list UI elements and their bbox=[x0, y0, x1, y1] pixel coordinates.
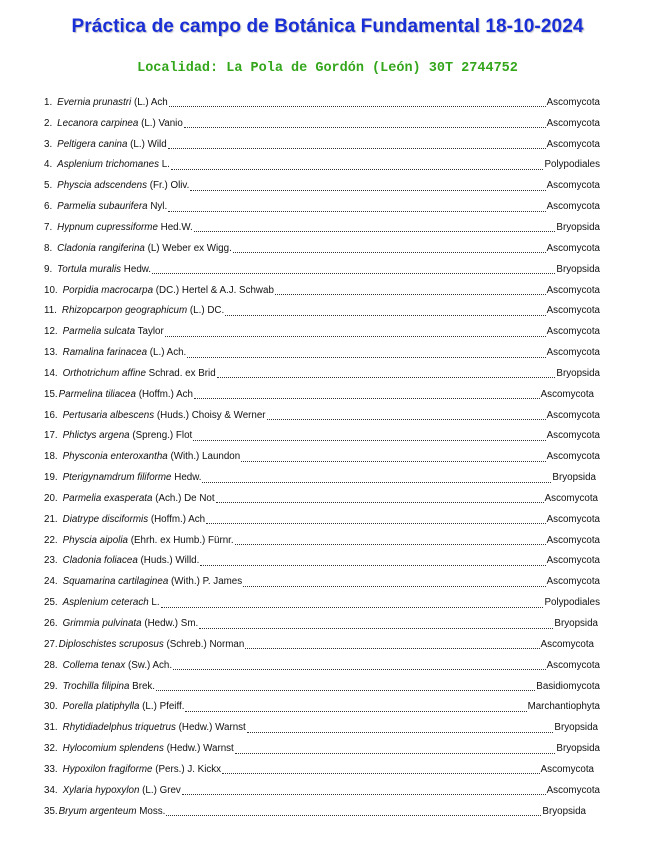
dot-leader bbox=[168, 204, 545, 212]
species-author: (Hoffm.) Ach bbox=[138, 388, 193, 400]
species-author: Hedw. bbox=[123, 263, 152, 275]
species-number: 2. bbox=[44, 117, 53, 129]
species-row bbox=[44, 613, 600, 634]
species-author: (Hoffm.) Ach bbox=[150, 513, 206, 525]
taxonomic-group: Marchantiophyta bbox=[527, 701, 600, 713]
species-row bbox=[44, 196, 600, 217]
species-row bbox=[44, 217, 600, 238]
species-row bbox=[44, 551, 600, 572]
species-author: (Huds.) Willd. bbox=[140, 555, 200, 567]
species-number: 22. bbox=[44, 534, 58, 546]
taxonomic-group: Ascomycota bbox=[546, 409, 600, 421]
dot-leader bbox=[216, 495, 544, 503]
species-entry bbox=[63, 472, 202, 483]
species-row bbox=[44, 634, 600, 655]
dot-leader bbox=[202, 475, 551, 483]
species-name: Asplenium trichomanes bbox=[57, 159, 159, 171]
species-row bbox=[44, 426, 600, 447]
species-author: (L.) Ach bbox=[133, 96, 168, 108]
species-author: (L.) DC. bbox=[189, 305, 225, 317]
species-author: (L) Weber ex Wigg. bbox=[147, 242, 232, 254]
species-row bbox=[44, 780, 600, 801]
species-number: 12. bbox=[44, 326, 58, 338]
species-row bbox=[44, 155, 600, 176]
species-name: Ramalina farinacea bbox=[62, 347, 148, 359]
species-entry bbox=[63, 618, 199, 629]
species-row bbox=[44, 259, 600, 280]
species-row bbox=[44, 738, 600, 759]
species-row bbox=[44, 696, 600, 717]
taxonomic-group: Ascomycota bbox=[546, 305, 600, 317]
species-entry bbox=[57, 180, 189, 191]
dot-leader bbox=[233, 245, 546, 253]
taxonomic-group: Bryopsida bbox=[556, 743, 600, 755]
species-number: 29. bbox=[44, 680, 58, 692]
dot-leader bbox=[190, 183, 545, 191]
species-entry bbox=[63, 430, 193, 441]
species-row bbox=[44, 405, 600, 426]
species-row bbox=[44, 300, 600, 321]
species-name: Orthotrichum affine bbox=[62, 367, 146, 379]
species-entry bbox=[63, 722, 246, 733]
species-number: 25. bbox=[44, 597, 58, 609]
species-name: Porpidia macrocarpa bbox=[62, 284, 154, 296]
dot-leader bbox=[187, 350, 545, 358]
dot-leader bbox=[222, 766, 540, 774]
taxonomic-group: Ascomycota bbox=[544, 492, 598, 504]
species-name: Asplenium ceterach bbox=[62, 597, 149, 609]
species-row bbox=[44, 801, 600, 822]
species-entry bbox=[57, 222, 193, 233]
species-name: Collema tenax bbox=[62, 659, 126, 671]
species-number: 24. bbox=[44, 576, 58, 588]
species-number: 3. bbox=[44, 138, 53, 150]
species-name: Grimmia pulvinata bbox=[62, 618, 142, 630]
species-entry bbox=[57, 264, 151, 275]
dot-leader bbox=[166, 808, 541, 816]
species-number: 9. bbox=[44, 263, 53, 275]
dot-leader bbox=[235, 746, 556, 754]
taxonomic-group: Ascomycota bbox=[546, 451, 600, 463]
species-number: 16. bbox=[44, 409, 58, 421]
species-author: (With.) P. James bbox=[171, 576, 243, 588]
species-row bbox=[44, 759, 600, 780]
dot-leader bbox=[247, 725, 554, 733]
species-entry bbox=[63, 535, 234, 546]
species-author: L. bbox=[161, 159, 170, 171]
species-number: 34. bbox=[44, 784, 58, 796]
dot-leader bbox=[241, 454, 545, 462]
species-author: Moss. bbox=[139, 805, 166, 817]
species-number: 11. bbox=[44, 305, 57, 317]
dot-leader bbox=[169, 99, 546, 107]
species-author: (Sw.) Ach. bbox=[127, 659, 173, 671]
species-name: Porella platiphylla bbox=[62, 701, 140, 713]
page-subtitle-locality: Localidad: La Pola de Gordón (León) 30T 2744752 bbox=[137, 61, 518, 76]
species-number: 15. bbox=[44, 388, 58, 400]
species-author: L. bbox=[151, 597, 160, 609]
species-row bbox=[44, 342, 600, 363]
species-number: 8. bbox=[44, 242, 53, 254]
taxonomic-group: Ascomycota bbox=[546, 513, 600, 525]
species-entry bbox=[62, 305, 224, 316]
species-row bbox=[44, 530, 600, 551]
dot-leader bbox=[225, 308, 545, 316]
taxonomic-group: Bryopsida bbox=[556, 367, 600, 379]
species-entry bbox=[63, 681, 155, 692]
species-author: (Fr.) Oliv. bbox=[149, 180, 190, 192]
species-entry bbox=[59, 639, 245, 650]
species-row bbox=[44, 92, 600, 113]
dot-leader bbox=[245, 641, 539, 649]
dot-leader bbox=[193, 433, 545, 441]
species-number: 27. bbox=[44, 638, 58, 650]
dot-leader bbox=[185, 704, 526, 712]
species-name: Cladonia rangiferina bbox=[57, 242, 145, 254]
species-name: Hylocomium splendens bbox=[62, 743, 164, 755]
species-number: 4. bbox=[44, 159, 53, 171]
species-entry bbox=[63, 701, 185, 712]
taxonomic-group: Ascomycota bbox=[546, 326, 600, 338]
species-entry bbox=[63, 326, 164, 337]
species-author: (Hedw.) Warnst bbox=[166, 743, 234, 755]
species-number: 30. bbox=[44, 701, 58, 713]
species-entry bbox=[59, 389, 193, 400]
taxonomic-group: Ascomycota bbox=[546, 659, 600, 671]
species-row bbox=[44, 592, 600, 613]
species-entry bbox=[57, 243, 232, 254]
taxonomic-group: Ascomycota bbox=[546, 284, 600, 296]
dot-leader bbox=[168, 141, 546, 149]
species-name: Peltigera canina bbox=[57, 138, 128, 150]
species-number: 33. bbox=[44, 763, 58, 775]
species-entry bbox=[63, 347, 187, 358]
taxonomic-group: Ascomycota bbox=[546, 576, 600, 588]
species-row bbox=[44, 488, 600, 509]
dot-leader bbox=[182, 787, 546, 795]
species-name: Rhytidiadelphus triquetrus bbox=[62, 722, 176, 734]
dot-leader bbox=[199, 621, 553, 629]
dot-leader bbox=[243, 579, 545, 587]
taxonomic-group: Ascomycota bbox=[546, 242, 600, 254]
species-row bbox=[44, 238, 600, 259]
species-name: Hypnum cupressiforme bbox=[57, 221, 158, 233]
species-name: Bryum argenteum bbox=[58, 805, 137, 817]
taxonomic-group: Ascomycota bbox=[546, 138, 600, 150]
species-number: 21. bbox=[44, 513, 58, 525]
taxonomic-group: Polypodiales bbox=[544, 159, 600, 171]
species-number: 23. bbox=[44, 555, 58, 567]
species-author: (L.) Ach. bbox=[149, 347, 187, 359]
taxonomic-group: Bryopsida bbox=[556, 263, 600, 275]
species-row bbox=[44, 321, 600, 342]
species-name: Physconia enteroxantha bbox=[62, 451, 168, 463]
species-author: Hedw. bbox=[174, 472, 202, 484]
species-row bbox=[44, 280, 600, 301]
species-entry bbox=[57, 139, 166, 150]
species-number: 17. bbox=[44, 430, 58, 442]
species-author: (Huds.) Choisy & Werner bbox=[156, 409, 266, 421]
species-number: 7. bbox=[44, 221, 53, 233]
species-number: 31. bbox=[44, 722, 58, 734]
species-number: 35. bbox=[44, 805, 58, 817]
species-row bbox=[44, 384, 600, 405]
species-name: Tortula muralis bbox=[57, 263, 122, 275]
species-entry bbox=[63, 597, 160, 608]
dot-leader bbox=[156, 683, 535, 691]
species-entry bbox=[63, 555, 200, 566]
species-author: (L.) Wild bbox=[130, 138, 167, 150]
species-entry bbox=[63, 743, 234, 754]
dot-leader bbox=[235, 537, 546, 545]
species-name: Diploschistes scruposus bbox=[58, 638, 164, 650]
species-number: 13. bbox=[44, 347, 58, 359]
taxonomic-group: Bryopsida bbox=[556, 221, 600, 233]
taxonomic-group: Ascomycota bbox=[546, 784, 600, 796]
species-row bbox=[44, 509, 600, 530]
species-entry bbox=[63, 576, 243, 587]
dot-leader bbox=[165, 329, 546, 337]
species-row bbox=[44, 467, 600, 488]
species-row bbox=[44, 175, 600, 196]
species-name: Physcia adscendens bbox=[57, 180, 148, 192]
species-number: 18. bbox=[44, 451, 58, 463]
taxonomic-group: Bryopsida bbox=[554, 722, 598, 734]
species-name: Phlictys argena bbox=[62, 430, 130, 442]
species-author: (Ach.) De Not bbox=[155, 492, 215, 504]
species-entry bbox=[63, 785, 181, 796]
species-entry bbox=[63, 410, 266, 421]
taxonomic-group: Ascomycota bbox=[546, 201, 600, 213]
dot-leader bbox=[206, 516, 546, 524]
species-entry bbox=[57, 201, 167, 212]
dot-leader bbox=[184, 120, 546, 128]
species-author: (L.) Grev bbox=[142, 784, 181, 796]
species-entry bbox=[63, 451, 241, 462]
species-name: Xylaria hypoxylon bbox=[62, 784, 140, 796]
species-name: Rhizopcarpon geographicum bbox=[61, 305, 188, 317]
species-entry bbox=[63, 660, 172, 671]
species-list bbox=[44, 92, 600, 822]
taxonomic-group: Ascomycota bbox=[546, 347, 600, 359]
species-row bbox=[44, 676, 600, 697]
dot-leader bbox=[217, 370, 556, 378]
species-number: 26. bbox=[44, 618, 58, 630]
taxonomic-group: Ascomycota bbox=[546, 430, 600, 442]
species-entry bbox=[63, 493, 215, 504]
species-number: 14. bbox=[44, 367, 58, 379]
species-author: Hed.W. bbox=[160, 221, 193, 233]
species-name: Pertusaria albescens bbox=[62, 409, 155, 421]
species-author: (Pers.) J. Kickx bbox=[155, 763, 222, 775]
species-row bbox=[44, 113, 600, 134]
taxonomic-group: Ascomycota bbox=[540, 638, 594, 650]
species-name: Parmelia subaurifera bbox=[57, 201, 148, 213]
taxonomic-group: Bryopsida bbox=[552, 472, 596, 484]
taxonomic-group: Ascomycota bbox=[546, 96, 600, 108]
species-name: Parmelia exasperata bbox=[62, 492, 153, 504]
taxonomic-group: Basidiomycota bbox=[536, 680, 600, 692]
taxonomic-group: Ascomycota bbox=[546, 117, 600, 129]
species-entry bbox=[63, 514, 205, 525]
species-entry bbox=[63, 764, 221, 775]
dot-leader bbox=[152, 266, 555, 274]
species-number: 1. bbox=[44, 96, 53, 108]
taxonomic-group: Ascomycota bbox=[540, 388, 594, 400]
species-number: 32. bbox=[44, 743, 58, 755]
taxonomic-group: Polypodiales bbox=[544, 597, 600, 609]
species-author: Schrad. ex Brid bbox=[148, 367, 216, 379]
species-author: (DC.) Hertel & A.J. Schwab bbox=[155, 284, 274, 296]
species-name: Pterigynamdrum filiforme bbox=[62, 472, 172, 484]
species-name: Physcia aipolia bbox=[62, 534, 128, 546]
species-name: Diatrype disciformis bbox=[62, 513, 149, 525]
species-name: Trochilla filipina bbox=[62, 680, 130, 692]
species-row bbox=[44, 655, 600, 676]
species-number: 6. bbox=[44, 201, 53, 213]
species-entry bbox=[57, 97, 168, 108]
species-entry bbox=[57, 159, 170, 170]
species-row bbox=[44, 446, 600, 467]
species-author: (L.) Pfeiff. bbox=[142, 701, 185, 713]
species-number: 20. bbox=[44, 492, 58, 504]
species-author: (L.) Vanio bbox=[141, 117, 183, 129]
dot-leader bbox=[171, 162, 544, 170]
species-row bbox=[44, 717, 600, 738]
dot-leader bbox=[173, 662, 546, 670]
page-title: Práctica de campo de Botánica Fundamental 18-10-2024 bbox=[71, 16, 584, 37]
taxonomic-group: Bryopsida bbox=[554, 618, 598, 630]
dot-leader bbox=[194, 391, 540, 399]
species-entry bbox=[57, 118, 183, 129]
species-author: (Hedw.) Warnst bbox=[178, 722, 246, 734]
species-author: Taylor bbox=[137, 326, 164, 338]
species-number: 10. bbox=[44, 284, 58, 296]
taxonomic-group: Bryopsida bbox=[542, 805, 586, 817]
species-row bbox=[44, 363, 600, 384]
species-entry bbox=[63, 285, 274, 296]
dot-leader bbox=[275, 287, 546, 295]
species-author: (Schreb.) Norman bbox=[166, 638, 245, 650]
species-name: Parmelia sulcata bbox=[62, 326, 136, 338]
species-author: Nyl. bbox=[150, 201, 168, 213]
taxonomic-group: Ascomycota bbox=[546, 180, 600, 192]
species-name: Hypoxilon fragiforme bbox=[62, 763, 153, 775]
dot-leader bbox=[161, 600, 544, 608]
dot-leader bbox=[267, 412, 546, 420]
taxonomic-group: Ascomycota bbox=[540, 763, 594, 775]
species-name: Cladonia foliacea bbox=[62, 555, 138, 567]
species-entry bbox=[63, 368, 216, 379]
species-author: (Hedw.) Sm. bbox=[144, 618, 199, 630]
species-name: Parmelina tiliacea bbox=[58, 388, 136, 400]
species-name: Squamarina cartilaginea bbox=[62, 576, 169, 588]
species-entry bbox=[59, 806, 166, 817]
species-name: Evernia prunastri bbox=[57, 96, 132, 108]
species-author: (Spreng.) Flot bbox=[132, 430, 193, 442]
species-number: 19. bbox=[44, 472, 58, 484]
species-author: (Ehrh. ex Humb.) Fürnr. bbox=[130, 534, 234, 546]
species-number: 5. bbox=[44, 180, 53, 192]
dot-leader bbox=[200, 558, 545, 566]
dot-leader bbox=[194, 224, 556, 232]
taxonomic-group: Ascomycota bbox=[546, 555, 600, 567]
taxonomic-group: Ascomycota bbox=[546, 534, 600, 546]
species-row bbox=[44, 571, 600, 592]
species-row bbox=[44, 134, 600, 155]
species-name: Lecanora carpinea bbox=[57, 117, 139, 129]
species-author: Brek. bbox=[132, 680, 156, 692]
species-author: (With.) Laundon bbox=[170, 451, 241, 463]
species-number: 28. bbox=[44, 659, 58, 671]
